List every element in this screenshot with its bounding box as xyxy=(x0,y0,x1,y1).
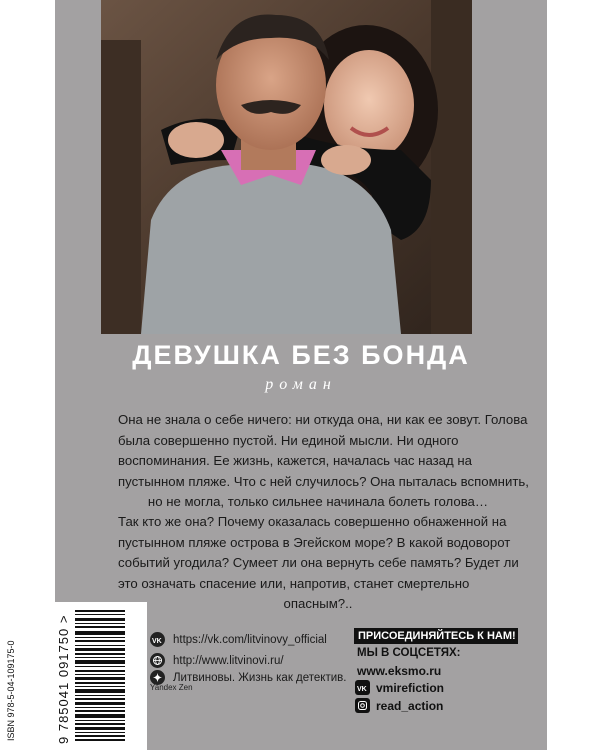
barcode xyxy=(75,610,125,742)
text-line: опасным?.. xyxy=(283,596,353,611)
yandex-zen-label: Yandex Zen xyxy=(150,683,193,692)
social-heading: МЫ В СОЦСЕТЯХ: xyxy=(357,647,461,659)
text-line: событий угодила? Сумеет ли она вернуть себе память? Будет ли xyxy=(118,555,519,570)
link-text: http://www.litvinovi.ru/ xyxy=(173,654,284,667)
text-line: была совершенно пустой. Ни единой мысли. Ни одного xyxy=(118,432,459,448)
text-line: воспоминания. Ее жизнь, кажется, началась час назад на xyxy=(118,453,472,468)
link-text: Литвиновы. Жизнь как детектив. xyxy=(173,671,347,684)
join-banner: ПРИСОЕДИНЯЙТЕСЬ К НАМ! xyxy=(354,628,518,644)
publisher-site-link[interactable]: www.eksmo.ru xyxy=(357,664,442,678)
text-line: но не могла, только сильнее начинала болеть голова… xyxy=(147,494,489,509)
text-line: пустынном пляже острова в Эгейском море? В какой водоворот xyxy=(118,534,511,550)
svg-text:VK: VK xyxy=(357,685,367,692)
barcode-digits: 9 785041 091750 > xyxy=(56,614,71,744)
publisher-social-instagram[interactable] xyxy=(355,698,443,713)
author-photo xyxy=(101,0,472,334)
synopsis-paragraph-1 xyxy=(118,410,529,513)
book-subtitle: роман xyxy=(265,376,337,393)
social-handle: read_action xyxy=(376,698,444,713)
text-line: Она не знала о себе ничего: ни откуда она, ни как ее зовут. Голова xyxy=(118,412,528,427)
publisher-social-vk[interactable] xyxy=(355,680,444,695)
vk-icon xyxy=(150,632,165,647)
text-line: это означать спасение или, напротив, станет смертельно xyxy=(118,575,470,591)
text-line: Так кто же она? Почему оказалась совершенно обнаженной на xyxy=(118,514,507,529)
author-link-site[interactable] xyxy=(150,653,284,668)
author-link-vk[interactable] xyxy=(150,632,327,647)
text-line: пустынном пляже. Что с ней случилось? Она пыталась вспомнить, xyxy=(118,473,529,489)
globe-icon xyxy=(150,653,165,668)
social-handle: vmirefiction xyxy=(376,680,445,695)
link-text: https://vk.com/litvinovy_official xyxy=(173,633,327,646)
instagram-icon xyxy=(355,698,370,713)
synopsis-paragraph-2 xyxy=(118,512,518,615)
book-title: ДЕВУШКА БЕЗ БОНДА xyxy=(132,340,470,370)
isbn-label: ISBN 978-5-04-109175-0 xyxy=(6,640,16,741)
svg-text:VK: VK xyxy=(152,637,162,644)
vk-icon xyxy=(355,680,370,695)
